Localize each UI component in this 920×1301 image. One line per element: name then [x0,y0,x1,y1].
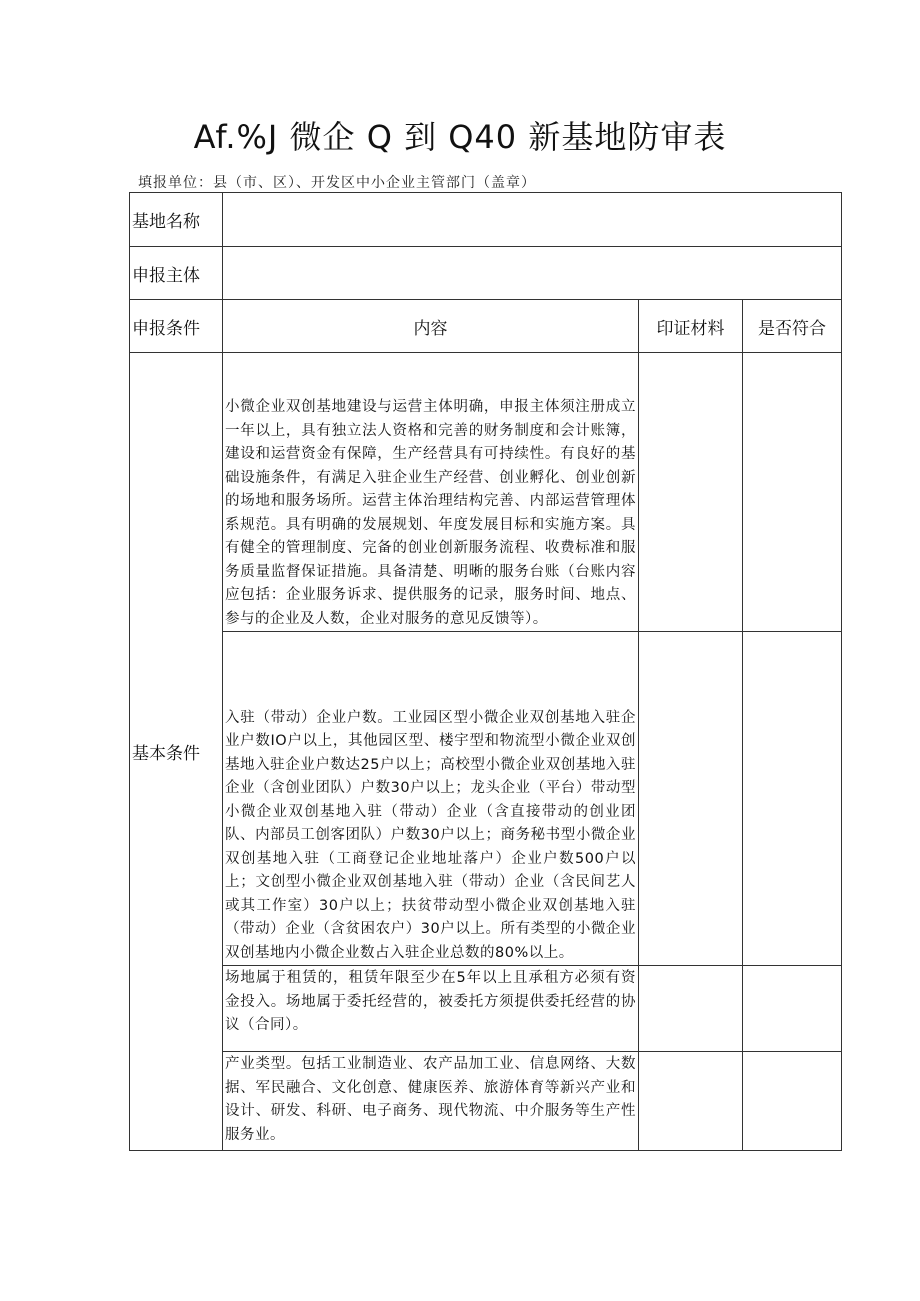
table-row [130,1052,842,1151]
compliance-cell-1[interactable] [743,353,842,632]
table-row [130,353,842,632]
base-name-label: 基地名称 [130,193,223,247]
condition-content-1: 小微企业双创基地建设与运营主体明确，申报主体须注册成立一年以上，具有独立法人资格和完善的财务制度和会计账簿，建设和运营资金有保障，生产经营具有可持续性。有良好的基础设施条件，有满足入驻企业生产经营、创业孵化、创业创新的场地和服务场所。运营主体治理结构完善、内部运营管理体系规范。具有明确的发展规划、年度发展目标和实施方案。具有健全的管理制度、完备的创业创新服务流程、收费标准和服务质量监督保证措施。具备清楚、明晰的服务台账（台账内容应包括：企业服务诉求、提供服务的记录，服务时间、地点、参与的企业及人数，企业对服务的意见反馈等）。 [223,353,639,632]
evidence-header: 印证材料 [639,300,743,353]
row-base-name [130,193,842,247]
compliance-cell-3[interactable] [743,966,842,1052]
compliance-cell-4[interactable] [743,1052,842,1151]
content-header: 内容 [223,300,639,353]
evidence-cell-2[interactable] [639,632,743,966]
basic-conditions-label: 基本条件 [130,353,223,1151]
document-title: Af.%J 微企 Q 到 Q40 新基地防审表 [193,118,727,156]
evidence-cell-4[interactable] [639,1052,743,1151]
base-name-value[interactable] [223,193,842,247]
row-header [130,300,842,353]
table-row [130,966,842,1052]
condition-content-4: 产业类型。包括工业制造业、农产品加工业、信息网络、大数据、军民融合、文化创意、健康医养、旅游体育等新兴产业和设计、研发、科研、电子商务、现代物流、中介服务等生产性服务业。 [223,1052,639,1151]
table-row [130,632,842,966]
evidence-cell-3[interactable] [639,966,743,1052]
review-table [129,192,842,1151]
condition-content-3: 场地属于租赁的，租赁年限至少在5年以上且承租方必须有资金投入。场地属于委托经营的，被委托方须提供委托经营的协议（合同）。 [223,966,639,1052]
fill-unit-line: 填报单位：县（市、区）、开发区中小企业主管部门（盖章） [138,175,536,191]
compliance-header: 是否符合 [743,300,842,353]
conditions-header: 申报条件 [130,300,223,353]
compliance-cell-2[interactable] [743,632,842,966]
applicant-value[interactable] [223,247,842,300]
applicant-label: 申报主体 [130,247,223,300]
row-applicant [130,247,842,300]
evidence-cell-1[interactable] [639,353,743,632]
condition-content-2: 入驻（带动）企业户数。工业园区型小微企业双创基地入驻企业户数IO户以上，其他园区型、楼宇型和物流型小微企业双创基地入驻企业户数达25户以上；高校型小微企业双创基地入驻企业（含创业团队）户数30户以上；龙头企业（平台）带动型小微企业双创基地入驻（带动）企业（含直接带动的创业团队、内部员工创客团队）户数30户以上；商务秘书型小微企业双创基地入驻（工商登记企业地址落户）企业户数500户以上；文创型小微企业双创基地入驻（带动）企业（含民间艺人或其工作室）30户以上；扶贫带动型小微企业双创基地入驻（带动）企业（含贫困农户）30户以上。所有类型的小微企业双创基地内小微企业数占入驻企业总数的80%以上。 [223,632,639,966]
